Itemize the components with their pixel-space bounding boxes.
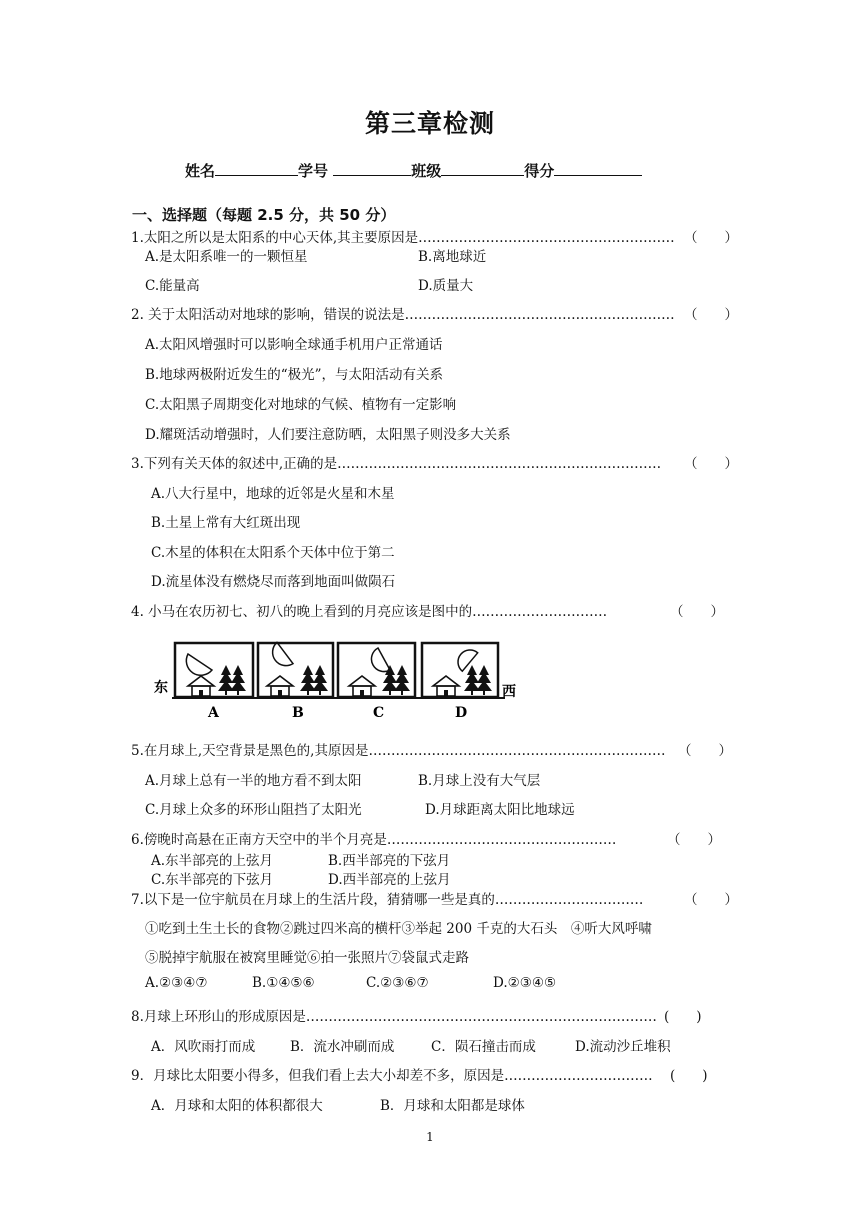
question-6-stem: 6.傍晚时高悬在正南方天空中的半个月亮是…………………………………………… [131,832,617,848]
question-8-answer-paren: ( ) [664,1009,702,1025]
question-1-stem: 1.太阳之所以是太阳系的中心天体,其主要原因是………………………………………………… [131,230,675,246]
question-7-option-b: B.①④⑤⑥ [252,975,315,991]
question-7-option-d: D.②③④⑤ [493,975,557,991]
question-5-answer-paren: （ ） [678,743,732,759]
number-label: 学号 [298,162,329,180]
number-blank [333,161,411,176]
question-6-option-b: B.西半部亮的下弦月 [328,853,451,869]
question-4-answer-paren: （ ） [670,604,724,620]
name-label: 姓名 [185,162,216,180]
question-2-option-c: C.太阳黑子周期变化对地球的气候、植物有一定影响 [145,397,457,413]
question-8-option-b: B．流水冲刷而成 [290,1039,395,1055]
moon-panel-a [175,643,253,697]
page-title: 第三章检测 [364,109,495,138]
question-9-option-a: A．月球和太阳的体积都很大 [151,1098,323,1114]
section-heading: 一、选择题（每题 2.5 分，共 50 分） [132,206,396,224]
question-3-option-a: A.八大行星中，地球的近邻是火星和木星 [151,486,395,502]
question-7-option-a: A.②③④⑦ [145,975,208,991]
question-2-option-b: B.地球两极附近发生的“极光”，与太阳活动有关系 [145,367,444,383]
score-label: 得分 [524,162,555,180]
panel-label-a: A [208,705,219,721]
question-8-option-a: A．风吹雨打而成 [151,1039,256,1055]
question-1-option-b: B.离地球近 [418,249,487,265]
question-1-option-d: D.质量大 [418,278,474,294]
question-8-option-c: C．陨石撞击而成 [431,1039,536,1055]
question-9-stem: 9．月球比太阳要小得多，但我们看上去大小却差不多，原因是…………………………… [131,1068,653,1084]
question-6-option-c: C.东半部亮的下弦月 [151,872,274,888]
question-8-option-d: D.流动沙丘堆积 [575,1039,671,1055]
moon-panel-b [258,642,333,697]
question-6-option-a: A.东半部亮的上弦月 [151,853,274,869]
panel-label-c: C [373,705,385,721]
east-label: 东 [154,680,168,696]
panel-label-d: D [455,705,468,721]
question-3-option-b: B.土星上常有大红斑出现 [151,515,301,531]
question-6-answer-paren: （ ） [667,832,721,848]
panel-label-b: B [292,705,304,721]
question-7-stem: 7.以下是一位宇航员在月球上的生活片段，猜猜哪一些是真的…………………………… [131,892,644,908]
question-2-option-a: A.太阳风增强时可以影响全球通手机用户正常通话 [145,337,443,353]
question-2-answer-paren: （ ） [684,307,738,323]
question-5-option-c: C.月球上众多的环形山阻挡了太阳光 [145,802,362,818]
question-5-stem: 5.在月球上,天空背景是黑色的,其原因是………………………………………………………… [131,743,666,759]
question-4-stem: 4. 小马在农历初七、初八的晚上看到的月亮应该是图中的………………………… [131,604,608,620]
question-5-option-b: B.月球上没有大气层 [418,773,541,789]
question-7-answer-paren: （ ） [684,892,738,908]
west-label: 西 [502,684,516,700]
question-9-answer-paren: ( ) [670,1068,708,1084]
question-6-option-d: D.西半部亮的上弦月 [328,872,451,888]
question-3-option-d: D.流星体没有燃烧尽而落到地面叫做陨石 [151,574,396,590]
moon-panel-d [422,643,498,697]
score-blank [554,161,642,176]
question-5-option-d: D.月球距离太阳比地球远 [425,802,575,818]
question-3-answer-paren: （ ） [684,456,738,472]
question-3-option-c: C.木星的体积在太阳系个天体中位于第二 [151,545,395,561]
question-9-option-b: B．月球和太阳都是球体 [380,1098,525,1114]
class-blank [441,161,524,176]
moon-phase-figure [150,636,530,726]
question-7-items-line-2: ⑤脱掉宇航服在被窝里睡觉⑥拍一张照片⑦袋鼠式走路 [145,950,469,966]
question-2-option-d: D.耀斑活动增强时，人们要注意防晒，太阳黑子则没多大关系 [145,427,511,443]
question-5-option-a: A.月球上总有一半的地方看不到太阳 [145,773,362,789]
question-1-option-c: C.能量高 [145,278,200,294]
student-info-line [185,160,642,181]
question-2-stem: 2. 关于太阳活动对地球的影响，错误的说法是…………………………………………………… [131,307,675,323]
question-1-answer-paren: （ ） [684,230,738,246]
question-7-option-c: C.②③⑥⑦ [366,975,429,991]
question-8-stem: 8.月球上环形山的形成原因是…………………………………………………………………… [131,1009,657,1025]
name-blank [215,161,298,176]
class-label: 班级 [411,162,442,180]
question-3-stem: 3.下列有关天体的叙述中,正确的是……………………………………………………………… [131,456,662,472]
moon-panel-c [338,643,415,697]
page-number: 1 [426,1130,434,1144]
question-7-items-line-1: ①吃到土生土长的食物②跳过四米高的横杆③举起 200 千克的大石头 ④听大风呼啸 [145,921,652,937]
question-1-option-a: A.是太阳系唯一的一颗恒星 [145,249,308,265]
